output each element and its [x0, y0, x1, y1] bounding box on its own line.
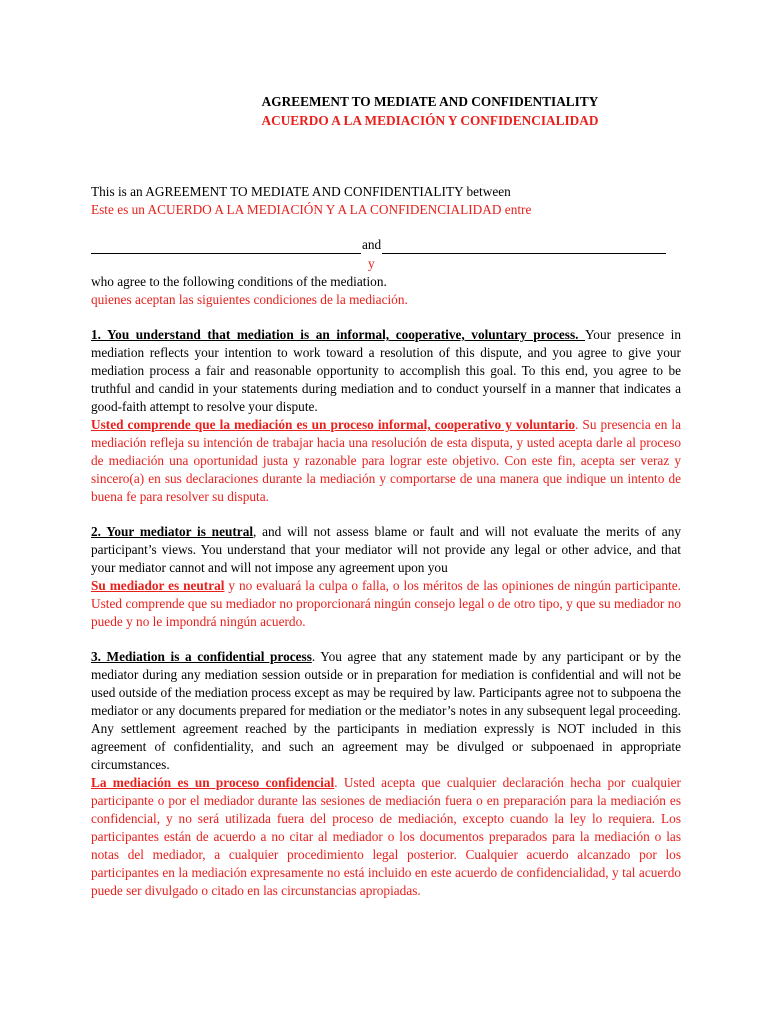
section-1-body-es: . Su presencia en la mediación refleja su intención de trabajar hacia una resolución de esta disputa, y usted acepta darle al proceso de mediación una oportunidad justa y razonable para lograr este objetivo. Con este fin, acepta ser veraz y sincero(a) en sus declaraciones durante la mediación y comportarse de una manera que indique un intento de buena fe para resolver su disputa.	[91, 417, 681, 504]
party-names-line	[91, 236, 666, 254]
section-1-spanish	[91, 416, 681, 506]
section-3-spanish	[91, 774, 681, 900]
title-english: AGREEMENT TO MEDIATE AND CONFIDENTIALITY	[261, 94, 599, 109]
intro-english: This is an AGREEMENT TO MEDIATE AND CONFIDENTIALITY between	[91, 184, 511, 199]
section-2-english	[91, 523, 681, 577]
and-word: and	[362, 237, 382, 252]
section-2	[91, 523, 681, 631]
section-1-english	[91, 326, 681, 416]
party-two-blank	[382, 241, 666, 254]
section-2-body: , and will not assess blame or fault and will not evaluate the merits of any participant’s views. You understand that your mediator will not provide any legal or other advice, and that your mediator cannot and will not impose any agreement upon you	[91, 524, 682, 575]
intro-block	[91, 183, 681, 219]
agree-english: who agree to the following conditions of the mediation.	[91, 274, 387, 289]
section-1-heading-es: Usted comprende que la mediación es un proceso informal, cooperativo y voluntario	[91, 417, 576, 432]
section-2-spanish	[91, 577, 681, 631]
y-word: y	[368, 256, 375, 271]
title-spanish: ACUERDO A LA MEDIACIÓN Y CONFIDENCIALIDAD	[261, 113, 599, 128]
section-2-body-es: y no evaluará la culpa o falla, o los méritos de las opiniones de ningún participante. Usted comprende que su mediador no proporcionará ningún consejo legal o de otro tipo, y que su mediador no puede y no le impondrá ningún acuerdo.	[91, 578, 681, 629]
section-3-english	[91, 648, 681, 774]
section-3	[91, 648, 681, 900]
intro-spanish: Este es un ACUERDO A LA MEDIACIÓN Y A LA CONFIDENCIALIDAD entre	[91, 202, 532, 217]
section-1	[91, 326, 681, 506]
section-3-heading-es: La mediación es un proceso confidencial	[91, 775, 335, 790]
party-one-blank	[91, 241, 361, 254]
section-1-heading: 1. You understand that mediation is an informal, cooperative, voluntary process.	[91, 327, 586, 342]
section-2-heading: 2. Your mediator is neutral	[91, 524, 254, 539]
section-3-body: . You agree that any statement made by any participant or by the mediator during any mediation session outside or in preparation for mediation is confidential and will not be used outside of the mediation process except as may be required by law. Participants agree not to subpoena the mediator or any documents prepared for mediation or the mediator’s notes in any subsequent legal proceeding. Any settlement agreement reached by the participants in mediation expressly is NOT included in this agreement of confidentiality, and such an agreement may be divulged or subpoenaed in appropriate circumstances.	[91, 649, 681, 772]
agree-block	[91, 273, 681, 309]
section-3-body-es: . Usted acepta que cualquier declaración hecha por cualquier participante o por el mediador durante las sesiones de mediación fuera o en preparación para la mediación es confidencial, y no será utilizada fuera del proceso de mediación, excepto cuando la ley lo requiera. Los participantes están de acuerdo a no citar al mediador o los documentos preparados para la mediación o las notas del mediador, a cualquier procedimiento legal posterior. Cualquier acuerdo alcanzado por los participantes en la mediación expresamente no está incluido en este acuerdo de confidencialidad, y tal acuerdo puede ser divulgado o citado en las circunstancias apropiadas.	[91, 775, 681, 898]
agree-spanish: quienes aceptan las siguientes condiciones de la mediación.	[91, 292, 408, 307]
title-block	[0, 92, 770, 130]
section-1-body: Your presence in mediation reflects your intention to work toward a resolution of this dispute, and you agree to give your mediation process a fair and reasonable opportunity to accomplish this goal. To this end, you agree to be truthful and candid in your statements during mediation and to conduct yourself in a manner that indicates a good-faith attempt to resolve your dispute.	[91, 327, 682, 414]
section-3-heading: 3. Mediation is a confidential process	[91, 649, 312, 664]
section-2-heading-es: Su mediador es neutral	[91, 578, 225, 593]
